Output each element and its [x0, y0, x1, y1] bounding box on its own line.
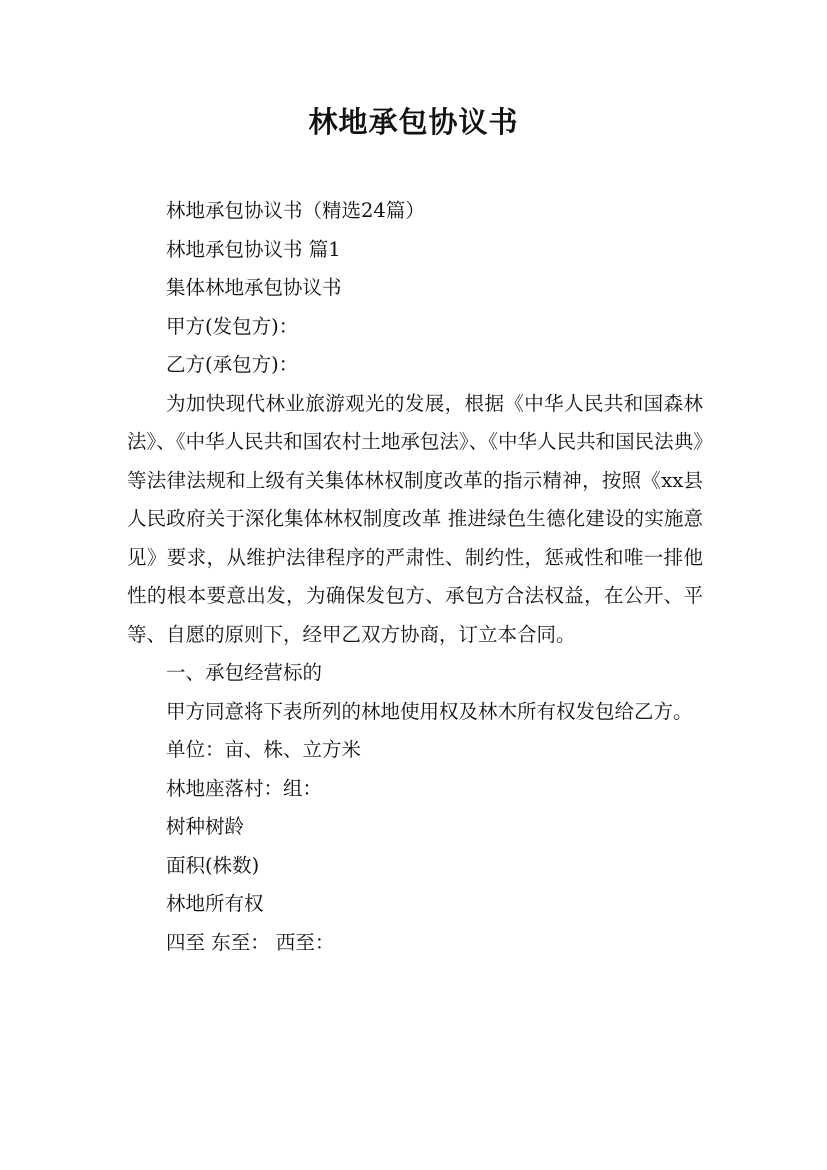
paragraph-area: 面积(株数)	[166, 853, 260, 877]
paragraph-clause-heading: 一、承包经营标的	[166, 661, 323, 684]
paragraph-ownership: 林地所有权	[166, 892, 264, 915]
paragraph-party-a: 甲方(发包方)：	[166, 314, 299, 338]
document-title: 林地承包协议书	[308, 105, 519, 139]
paragraph-boundaries: 四至 东至： 西至：	[166, 930, 335, 954]
paragraph-agreement-name: 集体林地承包协议书	[166, 276, 342, 299]
paragraph-unit: 单位：亩、株、立方米	[166, 738, 362, 761]
paragraph-tree-species: 树种树龄	[166, 815, 245, 838]
paragraph-subtitle: 林地承包协议书（精选24篇）	[166, 199, 425, 222]
paragraph-party-b: 乙方(承包方)：	[166, 353, 299, 376]
paragraph-location: 林地座落村：组：	[166, 776, 323, 800]
document-body	[127, 192, 703, 962]
paragraph-preamble: 为加快现代林业旅游观光的发展，根据《中华人民共和国森林法》、《中华人民共和国农村土地承包法》、《中华人民共和国民法典》等法律法规和上级有关集体林权制度改革的指示精神，按照《xx县人民政府关于深化集体林权制度改革 推进绿色生德化建设的实施意见》要求，从维护法律程序的严肃性、制约性，惩戒性和唯一排他性的根本要意出发，为确保发包方、承包方合法权益，在公开、平等、自愿的原则下，经甲乙双方协商，订立本合同。	[127, 391, 703, 646]
paragraph-section-heading: 林地承包协议书 篇1	[166, 237, 341, 261]
paragraph-clause-text: 甲方同意将下表所列的林地使用权及林木所有权发包给乙方。	[166, 699, 693, 723]
